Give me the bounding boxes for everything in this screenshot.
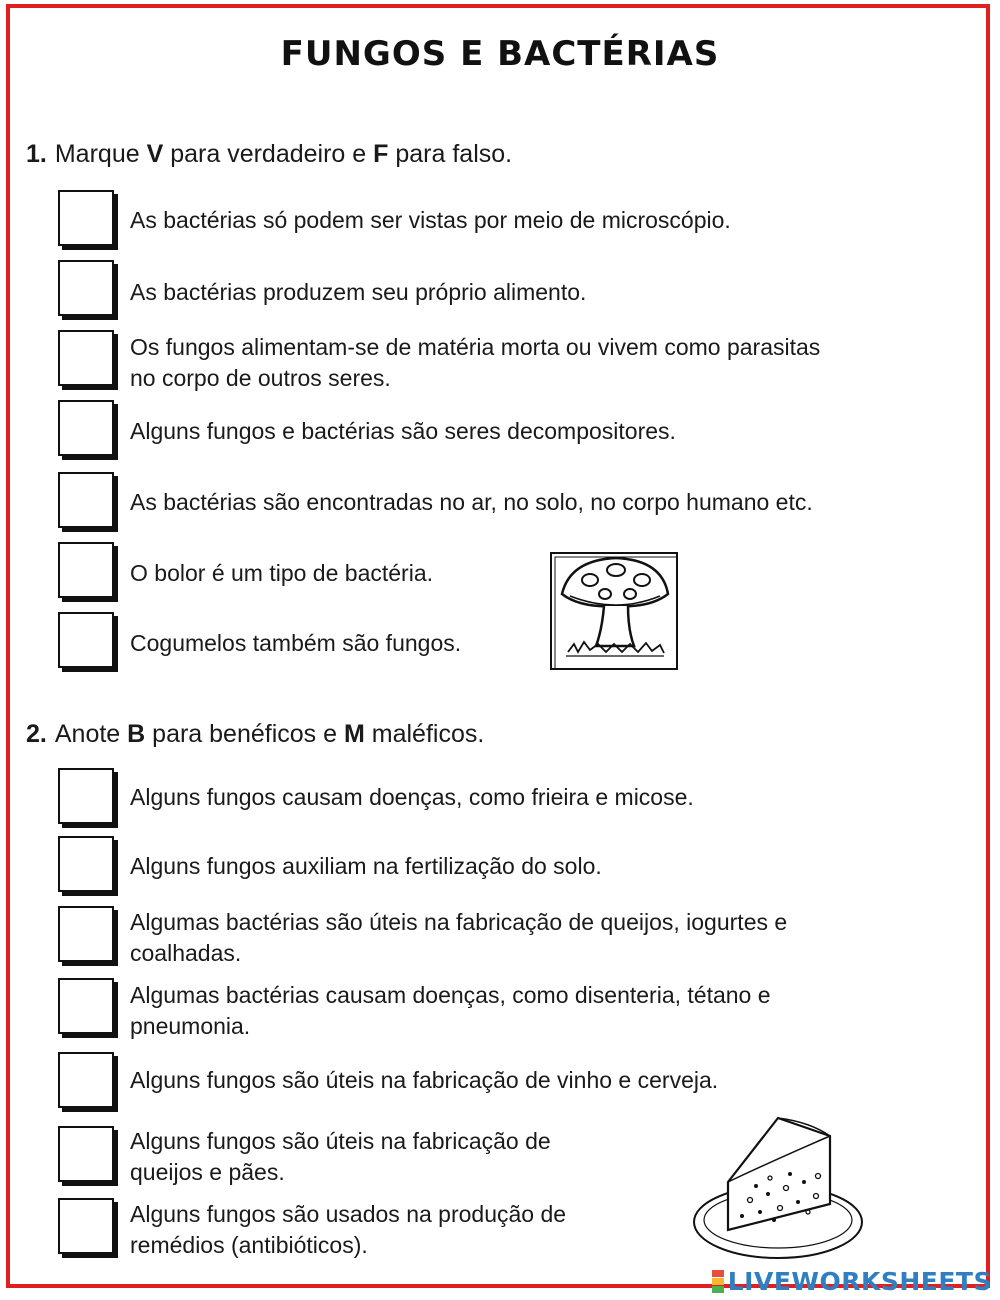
answer-box[interactable] — [58, 330, 114, 386]
answer-box[interactable] — [58, 472, 114, 528]
answer-box[interactable] — [58, 400, 114, 456]
statement-text: Cogumelos também são fungos. — [130, 630, 462, 656]
true-letter: V — [146, 140, 164, 168]
statement-text-line2: pneumonia. — [130, 1013, 251, 1039]
answer-box[interactable] — [58, 542, 114, 598]
liveworksheets-watermark — [712, 1266, 992, 1296]
instruction-text: para verdadeiro e — [170, 140, 367, 168]
question-number: 1. — [26, 140, 47, 168]
answer-box[interactable] — [58, 836, 114, 892]
statement-text: As bactérias só podem ser vistas por meio de microscópio. — [130, 207, 731, 233]
statement-text: Alguns fungos auxiliam na fertilização do solo. — [130, 853, 602, 879]
answer-box[interactable] — [58, 978, 114, 1034]
statement-text-line2: coalhadas. — [130, 940, 242, 966]
question-number: 2. — [26, 720, 47, 748]
cheese-illustration — [690, 1112, 870, 1262]
question-2-heading — [26, 720, 484, 749]
answer-box[interactable] — [58, 1126, 114, 1182]
instruction-text: Marque — [54, 140, 140, 168]
statement-text-line2: no corpo de outros seres. — [130, 365, 391, 391]
statement-text: As bactérias são encontradas no ar, no solo, no corpo humano etc. — [130, 489, 813, 515]
mushroom-illustration — [550, 552, 680, 672]
cheese-icon — [690, 1112, 870, 1262]
answer-box[interactable] — [58, 260, 114, 316]
statement-text: O bolor é um tipo de bactéria. — [130, 560, 433, 586]
liveworksheets-logo-icon — [712, 1270, 724, 1293]
answer-box[interactable] — [58, 906, 114, 962]
statement-text-line1: Algumas bactérias são úteis na fabricação de queijos, iogurtes e — [130, 909, 788, 935]
statement-text-line1: Os fungos alimentam-se de matéria morta ou vivem como parasitas — [130, 334, 821, 360]
answer-box[interactable] — [58, 768, 114, 824]
statement-text-line1: Alguns fungos são úteis na fabricação de — [130, 1128, 551, 1154]
harmful-letter: M — [343, 720, 365, 748]
answer-box[interactable] — [58, 612, 114, 668]
statement-text-line2: queijos e pães. — [130, 1159, 285, 1185]
watermark-text: LIVEWORKSHEETS — [727, 1266, 992, 1296]
statement-text-line1: Algumas bactérias causam doenças, como disenteria, tétano e — [130, 982, 771, 1008]
answer-box[interactable] — [58, 1198, 114, 1254]
answer-box[interactable] — [58, 1052, 114, 1108]
false-letter: F — [373, 140, 389, 168]
page-title: FUNGOS E BACTÉRIAS — [280, 34, 720, 74]
instruction-text: maléficos. — [371, 720, 485, 748]
instruction-text: para falso. — [395, 140, 513, 168]
mushroom-icon — [550, 552, 680, 672]
statement-text-line1: Alguns fungos são usados na produção de — [130, 1201, 567, 1227]
statement-text: Alguns fungos e bactérias são seres decompositores. — [130, 418, 676, 444]
instruction-text: Anote — [54, 720, 121, 748]
question-1-heading — [26, 140, 512, 169]
statement-text: Alguns fungos são úteis na fabricação de vinho e cerveja. — [130, 1067, 719, 1093]
instruction-text: para benéficos e — [152, 720, 338, 748]
statement-text-line2: remédios (antibióticos). — [130, 1232, 368, 1258]
statement-text: As bactérias produzem seu próprio alimento. — [130, 279, 587, 305]
answer-box[interactable] — [58, 190, 114, 246]
beneficial-letter: B — [127, 720, 146, 748]
statement-text: Alguns fungos causam doenças, como frieira e micose. — [130, 784, 694, 810]
